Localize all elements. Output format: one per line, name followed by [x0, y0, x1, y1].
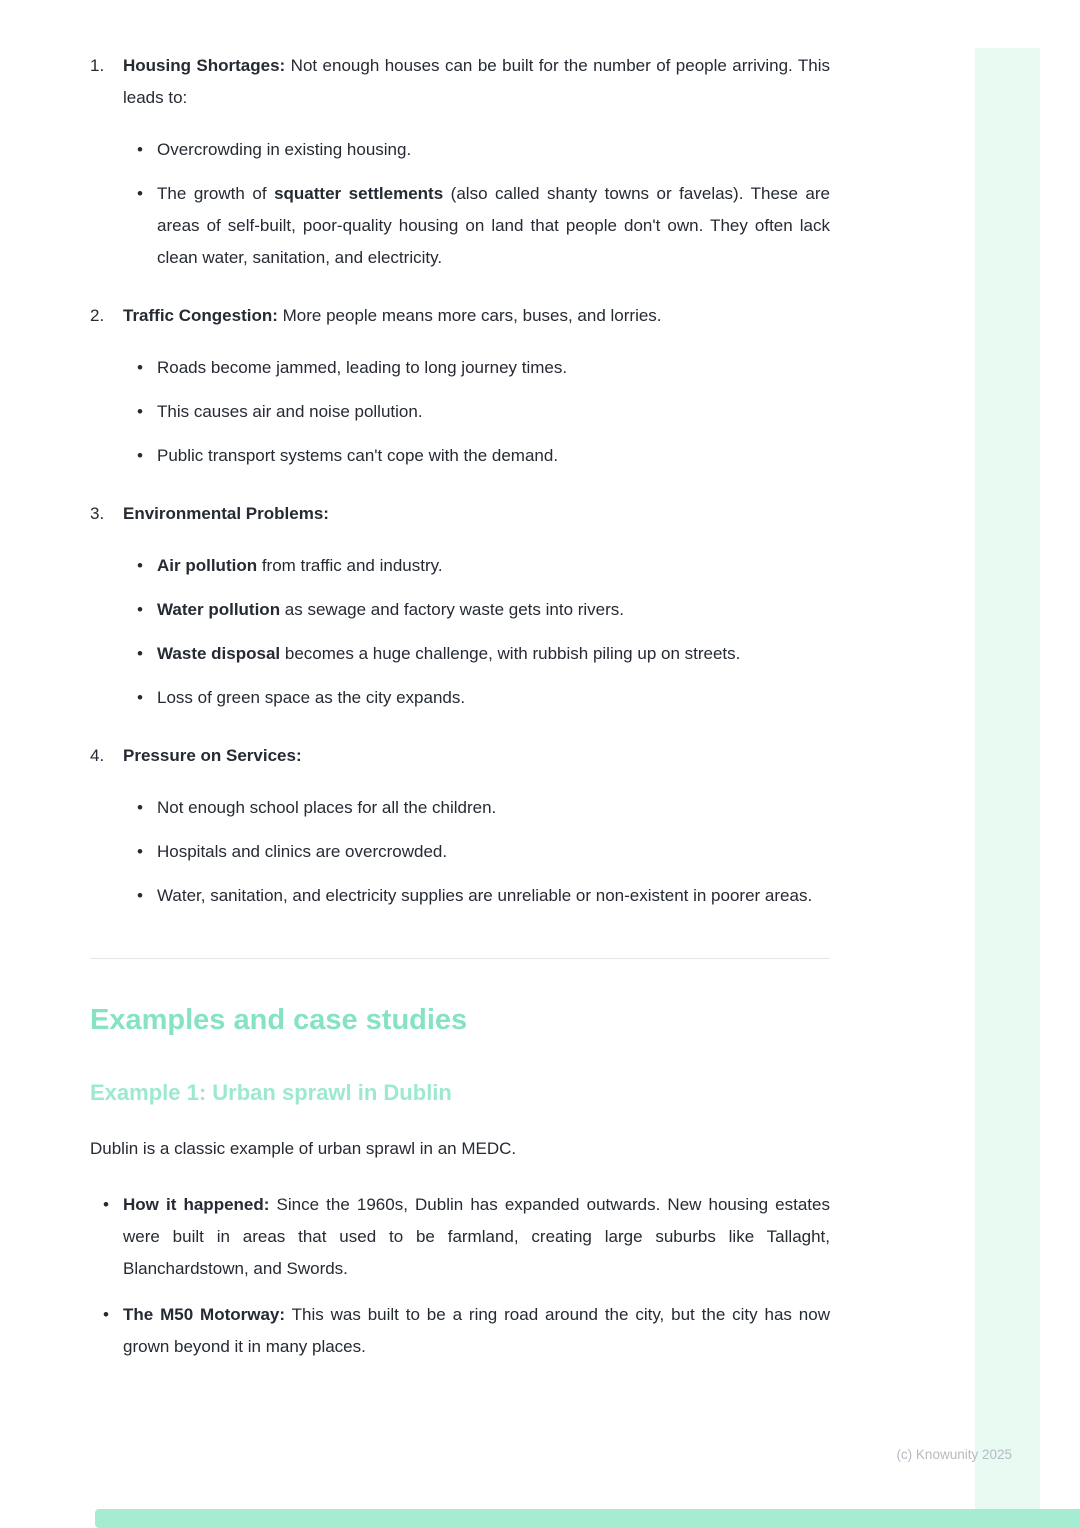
numbered-item-heading	[90, 50, 830, 114]
item-number: 1.	[90, 56, 105, 75]
bullet-item: • Loss of green space as the city expands.	[137, 682, 830, 714]
numbered-item-heading	[90, 740, 830, 772]
item-text: More people means more cars, buses, and lorries.	[277, 306, 662, 325]
bullet-item: • Water, sanitation, and electricity supplies are unreliable or non-existent in poorer areas.	[137, 880, 830, 912]
bullet-item: • Waste disposal becomes a huge challenge, with rubbish piling up on streets.	[137, 638, 830, 670]
bullet-list	[137, 134, 830, 274]
bullet-item: • Public transport systems can't cope with the demand.	[137, 440, 830, 472]
bullet-list	[137, 550, 830, 714]
bullet-item: • The M50 Motorway: This was built to be a ring road around the city, but the city has now grown beyond it in many places.	[103, 1299, 830, 1363]
item-text: Not enough houses can be built for the number of people arriving. This leads to:	[123, 56, 830, 107]
item-title: Pressure on Services:	[123, 746, 302, 765]
bullet-item: • This causes air and noise pollution.	[137, 396, 830, 428]
item-title: Traffic Congestion:	[123, 306, 278, 325]
bullet-item: • Hospitals and clinics are overcrowded.	[137, 836, 830, 868]
numbered-item-heading	[90, 300, 830, 332]
side-accent-strip	[975, 48, 1040, 1510]
section-divider	[90, 958, 830, 959]
document-content	[90, 50, 830, 1377]
bullet-item: • How it happened: Since the 1960s, Dublin has expanded outwards. New housing estates were built in areas that used to be farmland, creating large suburbs like Tallaght, Blanchardstown, and Swords.	[103, 1189, 830, 1285]
numbered-item-heading	[90, 498, 830, 530]
section-heading: Examples and case studies	[90, 1004, 468, 1036]
numbered-item-traffic-congestion	[90, 300, 830, 472]
bottom-accent-bar	[95, 1509, 1080, 1528]
bullet-item: • Not enough school places for all the children.	[137, 792, 830, 824]
example-bullet-list	[103, 1189, 830, 1363]
bullet-item: • The growth of squatter settlements (also called shanty towns or favelas). These are areas of self-built, poor-quality housing on land that people don't own. They often lack clean water, sanitation, and electricity.	[137, 178, 830, 274]
bullet-item: • Roads become jammed, leading to long journey times.	[137, 352, 830, 384]
bullet-item: • Water pollution as sewage and factory waste gets into rivers.	[137, 594, 830, 626]
bullet-item: • Overcrowding in existing housing.	[137, 134, 830, 166]
item-title: Housing Shortages:	[123, 56, 286, 75]
copyright-notice: (c) Knowunity 2025	[896, 1447, 1012, 1462]
numbered-item-housing-shortages	[90, 50, 830, 274]
example-intro: Dublin is a classic example of urban sprawl in an MEDC.	[90, 1139, 517, 1158]
item-number: 3.	[90, 504, 105, 523]
numbered-item-pressure-on-services	[90, 740, 830, 912]
bullet-item: • Air pollution from traffic and industry.	[137, 550, 830, 582]
numbered-item-environmental-problems	[90, 498, 830, 714]
item-number: 4.	[90, 746, 105, 765]
example-subheading: Example 1: Urban sprawl in Dublin	[90, 1080, 452, 1105]
item-title: Environmental Problems:	[123, 504, 329, 523]
bullet-list	[137, 792, 830, 912]
item-number: 2.	[90, 306, 105, 325]
bullet-list	[137, 352, 830, 472]
